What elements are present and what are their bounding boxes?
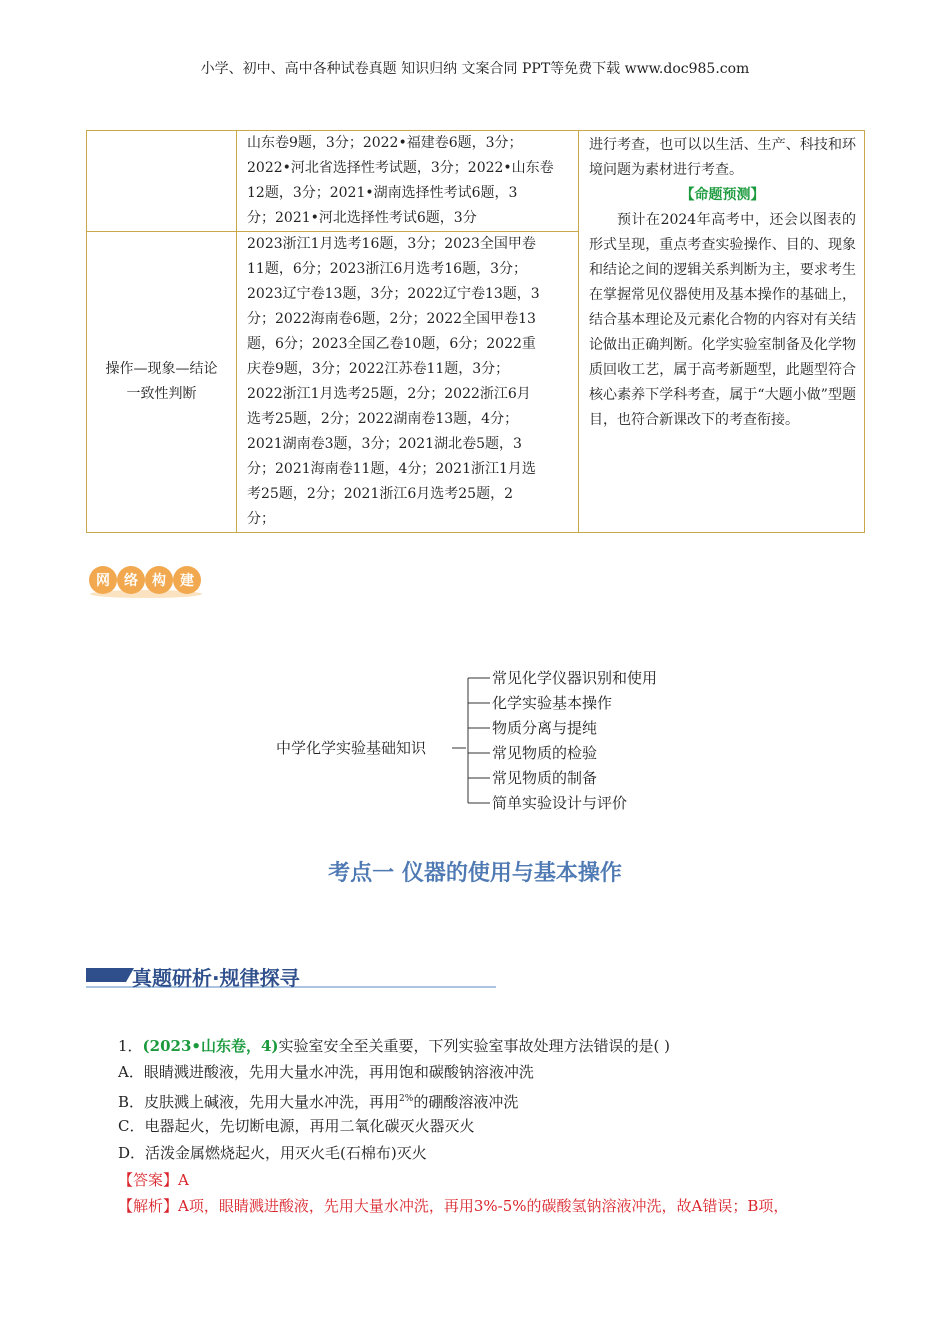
analysis	[118, 1196, 788, 1216]
section-title: 考点一 仪器的使用与基本操作	[328, 861, 622, 886]
table-line: 考25题，2分；2021浙江6月选考25题，2	[247, 486, 513, 502]
table-line: 分；	[247, 511, 275, 527]
prediction-title: 【命题预测】	[680, 187, 765, 203]
table-line: 2022•河北省选择性考试题，3分；2022•山东卷	[247, 160, 554, 176]
network-badge	[88, 564, 204, 598]
page-header: 小学、初中、高中各种试卷真题 知识归纳 文案合同 PPT等免费下载 www.doc985.com	[200, 61, 750, 77]
table-line: 2022浙江1月选考25题，2分；2022浙江6月	[247, 386, 531, 402]
exam-info-table	[86, 130, 865, 533]
table-line: 2023辽宁卷13题，3分；2022辽宁卷13题，3	[247, 286, 540, 302]
mindmap-branch: 物质分离与提纯	[492, 719, 598, 737]
option-b	[118, 1089, 518, 1112]
mindmap-branch: 简单实验设计与评价	[492, 794, 628, 812]
table-line: 山东卷9题，3分；2022•福建卷6题，3分；	[247, 135, 523, 151]
mindmap-connectors	[452, 678, 490, 803]
badge-char: 络	[124, 573, 138, 589]
table-line: 2023浙江1月选考16题，3分；2023全国甲卷	[247, 236, 536, 252]
banner-title: 真题研析·规律探寻	[132, 966, 300, 990]
analysis-text: A项，眼睛溅进酸液，先用大量水冲洗，再用3%-5%的碳酸氢钠溶液冲洗，故A错误；B项，	[178, 1197, 789, 1215]
question-text: 实验室安全至关重要，下列实验室事故处理方法错误的是( )	[278, 1037, 670, 1055]
badge-char: 网	[96, 573, 110, 589]
badge-char: 建	[180, 573, 194, 589]
table-cell-analysis	[579, 131, 865, 533]
table-cell-topic-empty	[87, 131, 237, 232]
mindmap-branch: 化学实验基本操作	[492, 694, 613, 712]
mindmap-branch: 常见物质的制备	[492, 769, 598, 787]
option-b-text: B．皮肤溅上碱液，先用大量水冲洗，再用	[118, 1093, 400, 1111]
table-line: 选考25题，2分；2022湖南卷13题，4分；	[247, 411, 519, 427]
table-cell-exams-2	[237, 232, 579, 533]
answer	[118, 1170, 189, 1190]
question-number: 1．	[118, 1037, 143, 1055]
prediction-text: 预计在2024年高考中，还会以图表的形式呈现，重点考查实验操作、目的、现象和结论之间的逻辑关系判断为主，要求考生在掌握常见仪器使用及基本操作的基础上，结合基本理论及元素化合物的内容对有关结论做出正确判断。化学实验室制备及化学物质回收工艺，属于高考新题型，此题型符合核心素养下学科考查，属于“大题小做”型题目，也符合新课改下的考查衔接。	[589, 212, 856, 428]
question-source: (2023•山东卷，4)	[142, 1037, 279, 1055]
table-line: 12题，3分；2021•湖南选择性考试6题，3	[247, 185, 518, 201]
table-line: 分；2022海南卷6题，2分；2022全国甲卷13	[247, 311, 536, 327]
analysis-label: 【解析】	[118, 1197, 179, 1215]
mindmap-branch: 常见化学仪器识别和使用	[492, 669, 658, 687]
option-a: A．眼睛溅进酸液，先用大量水冲洗，再用饱和碳酸钠溶液冲洗	[118, 1063, 534, 1081]
badge-char: 构	[152, 573, 166, 589]
table-line: 分；2021•河北选择性考试6题，3分	[247, 210, 477, 226]
table-line: 2021湖南卷3题，3分；2021湖北卷5题，3	[247, 436, 522, 452]
table-line: 分；2021海南卷11题，4分；2021浙江1月选	[247, 461, 536, 477]
answer-label: 【答案】	[118, 1171, 179, 1189]
mindmap-root: 中学化学实验基础知识	[276, 739, 427, 757]
option-b-text-end: 的硼酸溶液冲洗	[413, 1093, 519, 1111]
table-line: 庆卷9题，3分；2022江苏卷11题，3分；	[247, 361, 510, 377]
answer-value: A	[178, 1171, 189, 1189]
table-cell-exams-1	[237, 131, 579, 232]
knowledge-mindmap	[270, 660, 730, 820]
option-b-superscript: 2%	[399, 1094, 414, 1104]
option-c: C．电器起火，先切断电源，再用二氧化碳灭火器灭火	[118, 1117, 475, 1135]
topic-line: 一致性判断	[126, 386, 197, 402]
option-d: D．活泼金属燃烧起火，用灭火毛(石棉布)灭火	[118, 1144, 427, 1162]
table-cell-topic	[87, 232, 237, 533]
table-line: 题，6分；2023全国乙卷10题，6分；2022重	[247, 336, 536, 352]
question-stem	[118, 1036, 670, 1056]
analysis-intro: 进行考查，也可以以生活、生产、科技和环境问题为素材进行考查。	[589, 137, 856, 178]
mindmap-branch: 常见物质的检验	[492, 744, 598, 762]
table-line: 11题，6分；2023浙江6月选考16题，3分；	[247, 261, 527, 277]
topic-line: 操作—现象—结论	[105, 361, 218, 377]
